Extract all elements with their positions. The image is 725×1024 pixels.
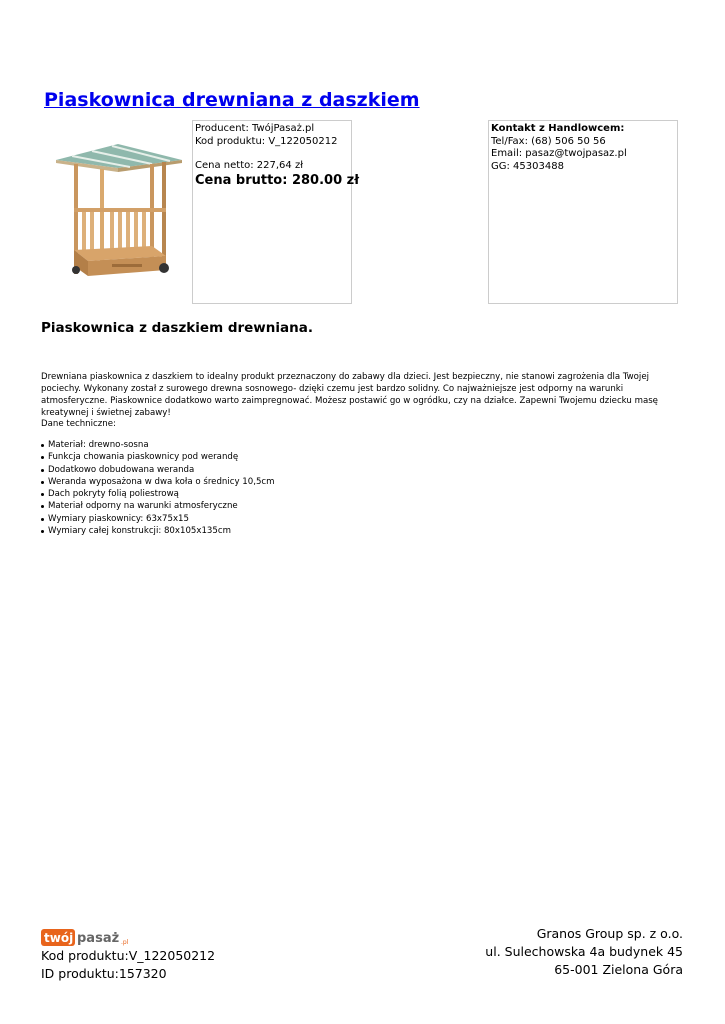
list-item: Funkcja chowania piaskownicy pod werandę (41, 451, 275, 463)
contact-email: Email: pasaz@twojpasaz.pl (491, 148, 627, 159)
price-gross: Cena brutto: 280.00 zł (195, 172, 360, 188)
footer-company-address (485, 925, 683, 979)
twojpasaz-logo (41, 926, 136, 948)
list-item: Dodatkowo dobudowana weranda (41, 464, 275, 476)
footer-product-ids (41, 947, 215, 983)
footer-street: ul. Sulechowska 4a budynek 45 (485, 944, 683, 959)
footer-company-name: Granos Group sp. z o.o. (536, 926, 683, 941)
product-info-box (192, 120, 360, 304)
list-item: Materiał odporny na warunki atmosferyczne (41, 500, 275, 512)
contact-box (488, 120, 678, 304)
logo-text-2: pasaż (77, 931, 120, 946)
list-item: Materiał: drewno-sosna (41, 439, 275, 451)
description-heading: Piaskownica z daszkiem drewniana. (41, 320, 313, 336)
list-item: Wymiary całej konstrukcji: 80x105x135cm (41, 525, 275, 537)
specs-list (41, 439, 275, 537)
list-item: Weranda wyposażona w dwa koła o średnicy 10,5cm (41, 476, 275, 488)
page-title[interactable]: Piaskownica drewniana z daszkiem (44, 89, 420, 111)
footer-city: 65-001 Zielona Góra (554, 962, 683, 977)
list-item: Wymiary piaskownicy: 63x75x15 (41, 513, 275, 525)
contact-phone: Tel/Fax: (68) 506 50 56 (491, 135, 606, 147)
producer-text: Producent: TwójPasaż.pl (195, 123, 315, 134)
sandbox-product-image (52, 138, 185, 288)
contact-heading: Kontakt z Handlowcem: (491, 123, 625, 134)
list-item: Dach pokryty folią poliestrową (41, 488, 275, 500)
contact-gg: GG: 45303488 (491, 160, 564, 172)
price-net: Cena netto: 227,64 zł (195, 160, 304, 171)
specs-label: Dane techniczne: (41, 419, 116, 429)
footer-product-code: Kod produktu:V_122050212 (41, 948, 216, 963)
product-code-text: Kod produktu: V_122050212 (195, 135, 338, 147)
description-text: Drewniana piaskownica z daszkiem to idealny produkt przeznaczony do zabawy dla dzieci. Jest bezpieczny, nie stanowi zagrożenia dla Twojej pociechy. Wykonany został z surowego drewna sosnowego- dzięki czemu jest bardzo solidny. Co najważniejsze jest odporny na warunki atmosferyczne. Piaskownice dodatkowo warto zaimpregnować. Możesz postawić go w ogródku, czy na działce. Zapewni Twojemu dziecku masę kreatywnej i świetnej zabawy! (41, 372, 658, 418)
logo-text-3: .pl (121, 939, 129, 946)
logo-text-1: twój (44, 931, 74, 945)
footer-product-id: ID produktu:157320 (41, 966, 167, 981)
